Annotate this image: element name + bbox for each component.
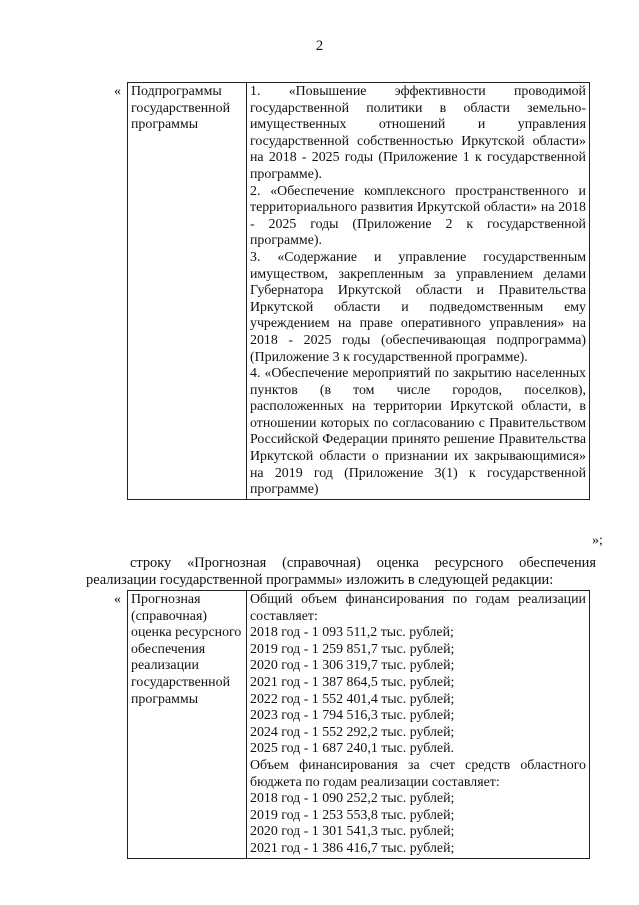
total-funding-intro: Общий объем финансирования по годам реализации составляет: [250,592,586,624]
subprogram-item: 2. «Обеспечение комплексного пространственного и территориального развития Иркутской области» на 2018 - 2025 годы (Приложение 2 к государственной программе). [250,183,586,249]
total-funding-year: 2023 год - 1 794 516,3 тыс. рублей; [250,708,455,724]
total-funding-year: 2018 год - 1 093 511,2 тыс. рублей; [250,625,454,641]
instruction-line-2: реализации государственной программы» изложить в следующей редакции: [86,572,554,588]
total-funding-year: 2025 год - 1 687 240,1 тыс. рублей. [250,741,455,757]
total-funding-year: 2019 год - 1 259 851,7 тыс. рублей; [250,641,455,657]
regional-funding-intro: Объем финансирования за счет средств областного бюджета по годам реализации составляет: [250,757,586,790]
amendment-instruction [86,555,596,589]
subprograms-list [247,83,590,500]
instruction-line-1: строку «Прогнозная (справочная) оценка ресурсного обеспечения [130,555,596,571]
opening-quote-2: « [114,592,121,607]
funding-label: Прогнозная (справочная) оценка ресурсного обеспечения реализации государственной программы [128,591,247,859]
subprograms-table [127,82,590,500]
regional-funding-year: 2019 год - 1 253 553,8 тыс. рублей; [250,807,455,823]
funding-details [247,591,590,859]
regional-funding-year: 2021 год - 1 386 416,7 тыс. рублей; [250,840,455,856]
subprogram-item: 1. «Повышение эффективности проводимой государственной политики в области земельно-имущественных отношений и управления государственной собственностью Иркутской области» на 2018 - 2025 годы (Приложение 1 к государственной программе). [250,84,586,182]
opening-quote-1: « [114,84,121,99]
total-funding-year: 2021 год - 1 387 864,5 тыс. рублей; [250,674,455,690]
total-funding-year: 2022 год - 1 552 401,4 тыс. рублей; [250,691,455,707]
subprogram-item: 3. «Содержание и управление государственным имуществом, закрепленным за управлением делами Губернатора Иркутской области и Правительства Иркутской области и подведомственным ему учреждением на праве оперативного управления» на 2018 - 2025 годы (обеспечивающая подпрограмма) (Приложение 3 к государственной программе). [250,249,586,365]
subprograms-label: Подпрограммы государственной программы [128,83,247,500]
regional-funding-year: 2018 год - 1 090 252,2 тыс. рублей; [250,791,455,807]
total-funding-year: 2020 год - 1 306 319,7 тыс. рублей; [250,658,455,674]
closing-quote: »; [592,533,603,548]
page-number: 2 [315,38,324,54]
regional-funding-year: 2020 год - 1 301 541,3 тыс. рублей; [250,824,455,840]
total-funding-year: 2024 год - 1 552 292,2 тыс. рублей; [250,724,455,740]
subprogram-item: 4. «Обеспечение мероприятий по закрытию населенных пунктов (в том числе городов, поселков), расположенных на территории Иркутской области, в отношении которых по согласованию с Правительством Российской Федерации принято решение Правительства Иркутской области о признании их закрывающимися» на 2019 год (Приложение 3(1) к государственной программе) [250,366,586,498]
funding-table [127,590,590,859]
